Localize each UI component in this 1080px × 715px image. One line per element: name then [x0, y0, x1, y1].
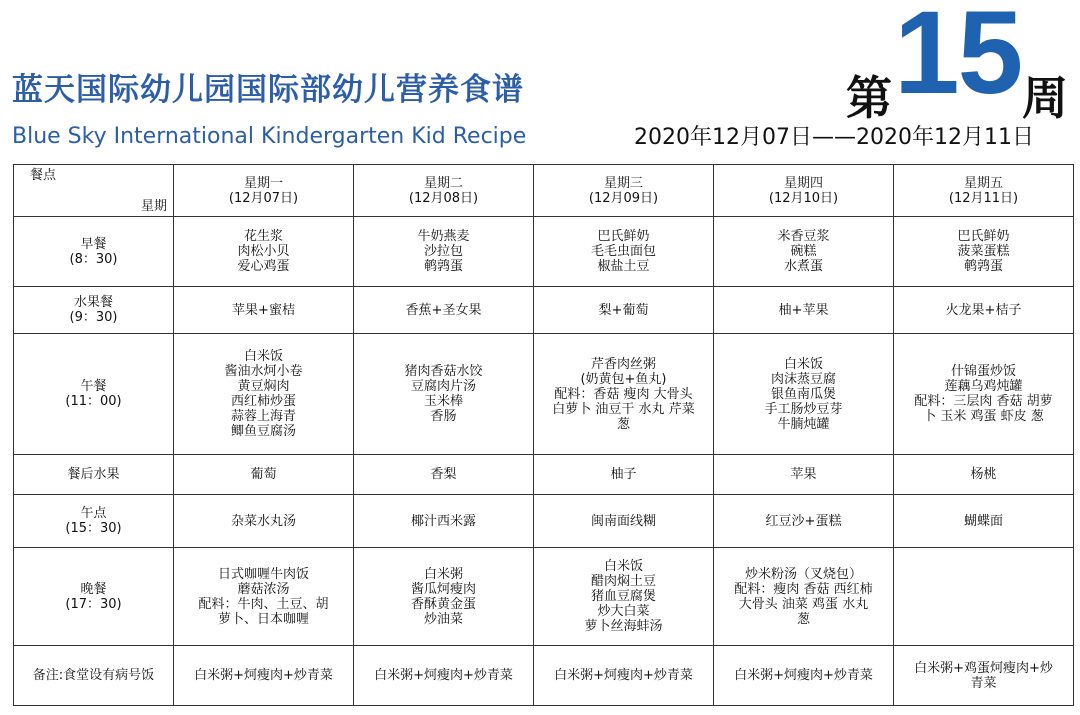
menu-item: 白米粥+炣瘦肉+炒青菜: [554, 668, 693, 683]
menu-item: 沙拉包: [423, 244, 463, 259]
day-header-cell: [714, 165, 894, 217]
menu-cell: [354, 455, 534, 495]
meal-time: (9：30): [69, 310, 118, 325]
day-name: 星期四: [783, 175, 823, 191]
menu-item: 白米饭: [243, 349, 283, 364]
menu-cell: [174, 646, 354, 706]
menu-cell: [894, 495, 1074, 548]
menu-cell: [354, 646, 534, 706]
menu-item: 豆腐肉片汤: [410, 379, 476, 394]
menu-cell: [714, 455, 894, 495]
menu-item: 闽南面线糊: [590, 513, 656, 529]
meal-label-cell: [14, 548, 174, 646]
menu-item: 蒜蓉上海青: [230, 409, 296, 424]
menu-item: 醋肉焖土豆: [590, 574, 656, 589]
menu-item: 葡萄: [250, 467, 277, 482]
menu-item: 酱油水炣小卷: [224, 364, 303, 379]
menu-item: 火龙果+桔子: [945, 302, 1022, 318]
menu-cell: [894, 217, 1074, 287]
day-date: (12月07日): [228, 190, 299, 206]
menu-cell: [534, 495, 714, 548]
meal-time: (17：30): [65, 596, 122, 612]
menu-item: 杨桃: [970, 467, 997, 482]
menu-item: 萝卜丝海蚌汤: [584, 619, 663, 634]
menu-cell: [534, 548, 714, 646]
menu-item: 葱: [796, 611, 810, 627]
menu-cell: [894, 646, 1074, 706]
menu-item: 蝴蝶面: [963, 513, 1003, 529]
day-date: (12月11日): [948, 190, 1019, 206]
menu-item: 莲藕乌鸡炖罐: [944, 379, 1023, 394]
meal-label-cell: [14, 495, 174, 548]
menu-item: 肉沫蒸豆腐: [770, 371, 836, 387]
menu-item: 苹果+蜜桔: [232, 302, 295, 318]
menu-item: 鹌鹑蛋: [423, 259, 463, 274]
menu-item: 牛奶燕麦: [417, 229, 470, 244]
menu-cell: [714, 548, 894, 646]
menu-item: 爱心鸡蛋: [237, 259, 290, 274]
menu-cell: [894, 287, 1074, 334]
meal-time: (11：00): [65, 394, 122, 409]
menu-cell: [534, 217, 714, 287]
page-title-chinese: 蓝天国际幼儿园国际部幼儿营养食谱: [12, 72, 524, 108]
table-header-row: [14, 165, 1074, 217]
menu-cell: [174, 455, 354, 495]
meal-label-cell: [14, 455, 174, 495]
meal-name: 餐后水果: [67, 467, 120, 482]
menu-item: 菠菜蛋糕: [957, 244, 1010, 259]
day-header-cell: [354, 165, 534, 217]
menu-item: 碗糕: [790, 244, 817, 259]
meal-name: 午点: [80, 506, 107, 521]
menu-item: 炒米粉汤（叉烧包）: [744, 566, 862, 582]
menu-cell: [714, 217, 894, 287]
menu-cell: [534, 334, 714, 455]
menu-item: 配料：牛肉、土豆、胡: [198, 596, 329, 612]
day-name: 星期一: [243, 175, 283, 191]
menu-item: 蘑菇浓汤: [237, 581, 290, 597]
menu-item: 手工肠炒豆芽: [764, 401, 843, 417]
menu-cell: [174, 287, 354, 334]
menu-item: 椒盐土豆: [597, 259, 650, 274]
menu-item: 白米饭: [603, 559, 643, 574]
table-row: [14, 548, 1074, 646]
menu-item: 炒大白菜: [597, 604, 650, 619]
menu-item: 米香豆浆: [777, 229, 830, 244]
table-row: [14, 495, 1074, 548]
menu-item: (奶黄包+鱼丸): [580, 371, 667, 387]
menu-item: 玉米棒: [423, 394, 463, 409]
menu-item: 鲫鱼豆腐汤: [230, 424, 296, 439]
menu-item: 大骨头 油菜 鸡蛋 水丸: [738, 596, 869, 612]
day-date: (12月09日): [588, 190, 659, 206]
menu-cell: [354, 334, 534, 455]
day-name: 星期三: [603, 175, 643, 191]
corner-day-label: 星期: [140, 199, 167, 214]
menu-item: 香蕉+圣女果: [405, 302, 482, 318]
menu-item: 酱瓜炣瘦肉: [410, 581, 476, 597]
menu-cell: [534, 646, 714, 706]
menu-item: 配料：三层肉 香菇 胡萝: [914, 394, 1053, 409]
menu-table: [13, 164, 1074, 706]
menu-item: 白萝卜 油豆干 水丸 芹菜: [552, 401, 695, 417]
meal-name: 备注:食堂设有病号饭: [32, 668, 155, 683]
menu-item: 白米粥+炣瘦肉+炒青菜: [194, 668, 333, 683]
menu-item: 水煮蛋: [783, 259, 823, 274]
menu-item: 牛腩炖罐: [777, 416, 830, 432]
menu-item: 梨+葡萄: [598, 302, 649, 318]
menu-item: 白米粥: [423, 566, 463, 582]
menu-item: 苹果: [790, 467, 817, 482]
menu-cell: [894, 334, 1074, 455]
meal-label-cell: [14, 287, 174, 334]
menu-item: 配料：香菇 瘦肉 大骨头: [554, 386, 693, 402]
day-header-cell: [894, 165, 1074, 217]
meal-time: (8：30): [69, 251, 118, 267]
day-header-cell: [534, 165, 714, 217]
menu-item: 毛毛虫面包: [590, 244, 656, 259]
corner-header-cell: [14, 165, 174, 217]
week-prefix: 第: [846, 71, 892, 125]
corner-meal-label: 餐点: [30, 168, 57, 183]
day-date: (12月10日): [768, 190, 839, 206]
menu-item: 柚子: [610, 467, 637, 482]
menu-item: 巴氏鲜奶: [957, 229, 1010, 244]
menu-item: 鹌鹑蛋: [963, 259, 1003, 274]
menu-item: 香梨: [430, 467, 457, 482]
menu-cell: [534, 455, 714, 495]
menu-item: 白米粥+炣瘦肉+炒青菜: [374, 668, 513, 683]
menu-item: 香肠: [430, 409, 457, 424]
menu-item: 白米粥+炣瘦肉+炒青菜: [734, 668, 873, 683]
meal-name: 晚餐: [80, 581, 107, 597]
page-title-english: Blue Sky International Kindergarten Kid Recipe: [12, 124, 527, 149]
menu-cell: [714, 495, 894, 548]
menu-cell: [354, 217, 534, 287]
week-number: 15: [894, 0, 1022, 119]
menu-item: 什锦蛋炒饭: [950, 364, 1016, 379]
table-row: [14, 455, 1074, 495]
menu-cell: [894, 455, 1074, 495]
week-suffix: 周: [1022, 71, 1068, 125]
menu-cell: [174, 217, 354, 287]
menu-item: 日式咖喱牛肉饭: [217, 566, 309, 582]
menu-cell: [354, 548, 534, 646]
menu-item: 香酥黄金蛋: [410, 596, 476, 612]
menu-item: 萝卜、日本咖喱: [217, 611, 309, 627]
menu-item: 肉松小贝: [237, 244, 290, 259]
table-row: [14, 217, 1074, 287]
menu-item: 青菜: [970, 675, 997, 691]
day-header-cell: [174, 165, 354, 217]
menu-item: 白米粥+鸡蛋炣瘦肉+炒: [914, 660, 1053, 676]
menu-cell: [714, 646, 894, 706]
menu-item: 黄豆焖肉: [237, 379, 290, 394]
menu-cell: [354, 495, 534, 548]
table-row: [14, 334, 1074, 455]
menu-item: 花生浆: [243, 229, 283, 244]
menu-item: 西红柿炒蛋: [230, 394, 296, 409]
meal-label-cell: [14, 646, 174, 706]
menu-item: 配料：瘦肉 香菇 西红柿: [734, 581, 873, 597]
menu-item: 葱: [616, 416, 630, 432]
date-range: 2020年12月07日——2020年12月11日: [634, 125, 1034, 150]
menu-cell: [174, 495, 354, 548]
menu-item: 猪血豆腐煲: [590, 589, 656, 604]
menu-cell: [894, 548, 1074, 646]
day-date: (12月08日): [408, 190, 479, 206]
menu-cell: [714, 334, 894, 455]
menu-item: 巴氏鲜奶: [597, 229, 650, 244]
menu-item: 猪肉香菇水饺: [404, 364, 483, 379]
meal-name: 早餐: [80, 236, 107, 252]
menu-item: 炒油菜: [423, 611, 463, 627]
meal-name: 水果餐: [73, 295, 113, 310]
meal-label-cell: [14, 334, 174, 455]
menu-cell: [714, 287, 894, 334]
menu-cell: [174, 334, 354, 455]
day-name: 星期二: [423, 175, 463, 191]
meal-label-cell: [14, 217, 174, 287]
table-row: [14, 287, 1074, 334]
day-name: 星期五: [963, 175, 1003, 191]
table-row: [14, 646, 1074, 706]
menu-cell: [354, 287, 534, 334]
menu-item: 椰汁西米露: [410, 513, 476, 529]
menu-cell: [174, 548, 354, 646]
menu-item: 芹香肉丝粥: [590, 356, 656, 372]
meal-time: (15：30): [65, 521, 122, 536]
menu-item: 杂菜水丸汤: [230, 513, 296, 529]
menu-item: 红豆沙+蛋糕: [765, 513, 842, 529]
meal-name: 午餐: [80, 379, 107, 394]
menu-item: 卜 玉米 鸡蛋 虾皮 葱: [923, 409, 1044, 424]
menu-cell: [534, 287, 714, 334]
menu-item: 白米饭: [783, 356, 823, 372]
menu-item: 柚+苹果: [778, 302, 829, 318]
menu-item: 银鱼南瓜煲: [770, 386, 836, 402]
